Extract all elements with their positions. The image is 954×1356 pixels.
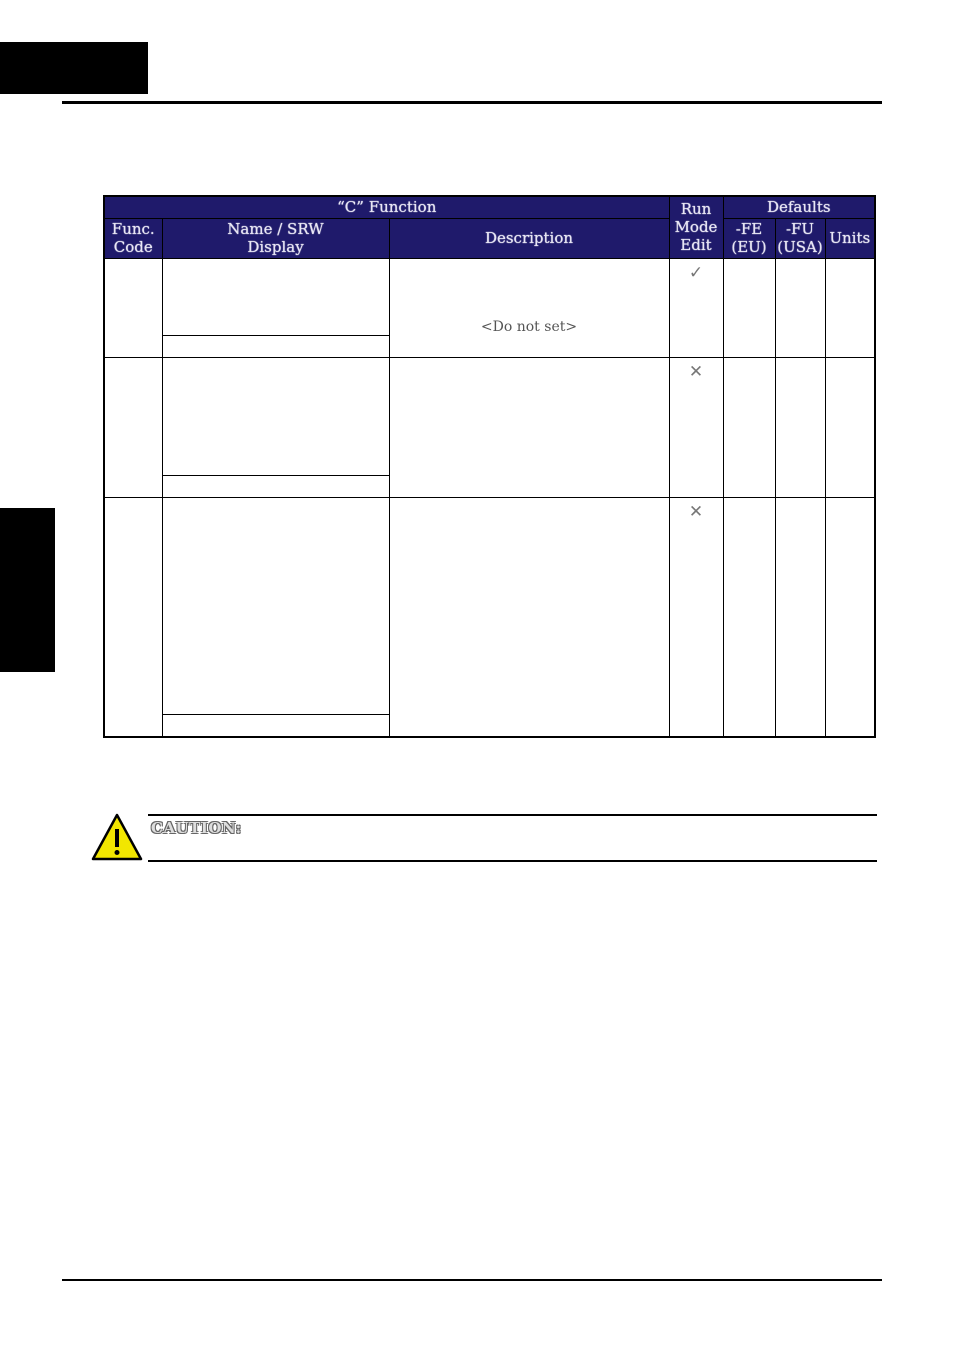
description-header: Description [389,218,669,258]
func-code-cell [104,497,162,737]
name-display-header: Name / SRW Display [162,218,389,258]
table-row [104,258,875,357]
run-mode-edit-header: Run Mode Edit [669,196,723,258]
units-header: Units [825,218,875,258]
func-code-cell [104,258,162,357]
side-thumb-tab [0,508,55,672]
caution-rule-top [148,814,877,816]
fu-usa-cell [775,357,825,497]
fe-eu-header: -FE (EU) [723,218,775,258]
cross-icon: ✕ [688,501,704,522]
run-mode-edit-cell [669,258,723,357]
cross-icon: ✕ [688,361,704,382]
units-cell [825,357,875,497]
fe-eu-cell [723,258,775,357]
fu-usa-header: -FU (USA) [775,218,825,258]
name-display-cell [162,258,389,357]
c-function-table [103,195,876,738]
footer-rule [62,1279,882,1281]
units-cell [825,258,875,357]
fe-eu-cell [723,497,775,737]
func-code-cell [104,357,162,497]
func-code-header: Func. Code [104,218,162,258]
caution-rule-bottom [148,860,877,862]
description-text: <Do not set> [480,318,578,335]
fu-usa-cell [775,258,825,357]
name-display-cell [162,357,389,497]
warning-triangle-icon [90,812,144,862]
fu-usa-cell [775,497,825,737]
chapter-tab [0,42,148,94]
table-row [104,357,875,497]
description-cell [389,258,669,357]
table-row [104,497,875,737]
defaults-header: Defaults [723,196,875,218]
run-mode-edit-cell [669,357,723,497]
header-rule [62,101,882,104]
units-cell [825,497,875,737]
description-cell [389,497,669,737]
description-cell [389,357,669,497]
caution-label: CAUTION: [151,819,242,837]
fe-eu-cell [723,357,775,497]
function-group-title: “C” Function [104,196,669,218]
check-icon: ✓ [688,262,704,283]
run-mode-edit-cell [669,497,723,737]
name-display-cell [162,497,389,737]
